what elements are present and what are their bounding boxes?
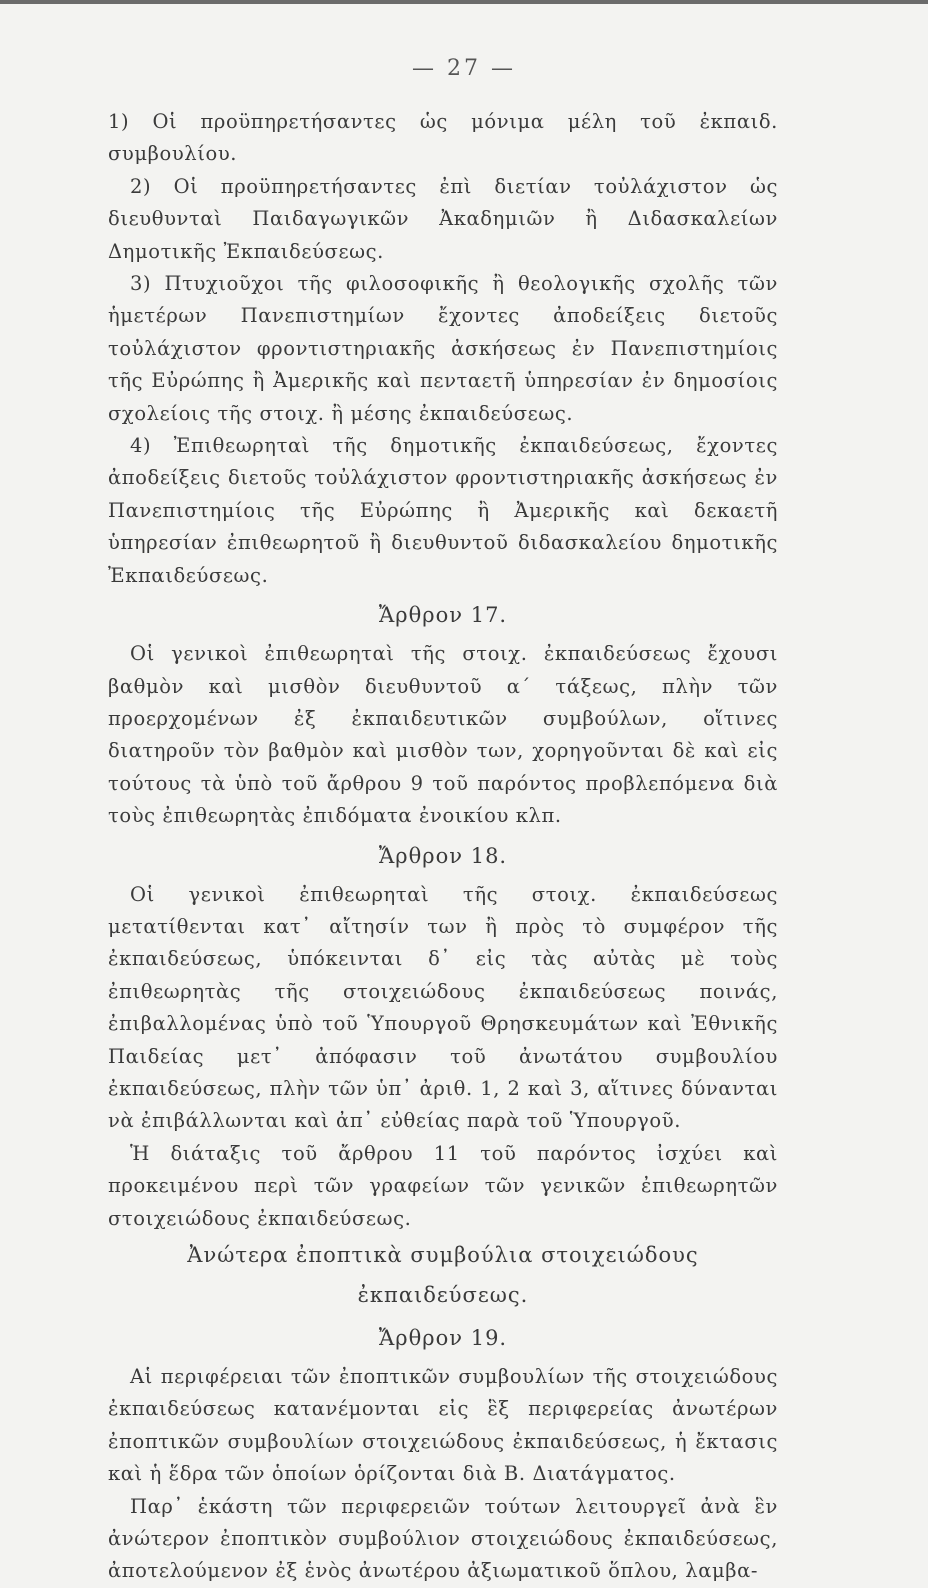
article-19-heading: Ἄρθρον 19. [378, 1326, 508, 1350]
article-19-paragraph-2: Παρ᾿ ἑκάστη τῶν περιφερειῶν τούτων λειτουργεῖ ἀνὰ ἓν ἀνώτερον ἐποπτικὸν συμβούλιον στοιχειώδους ἐκπαιδεύσεως, ἀποτελούμενον ἐξ ἑνὸς ἀνωτέρου ἀξιωματικοῦ ὅπλου, λαμβα- [108, 1494, 778, 1583]
paragraph-item-3: 3) Πτυχιοῦχοι τῆς φιλοσοφικῆς ἢ θεολογικῆς σχολῆς τῶν ἡμετέρων Πανεπιστημίων ἔχοντες ἀποδείξεις διετοῦς τοὐλάχιστον φροντιστηριακῆς ἀσκήσεως ἐν Πανεπιστημίοις τῆς Εὐρώπης ἢ Ἀμερικῆς καὶ πενταετῆ ὑπηρεσίαν ἐν δημοσίοις σχολείοις τῆς στοιχ. ἢ μέσης ἐκπαιδεύσεως. [108, 272, 778, 425]
section-heading: Ἀνώτερα ἐποπτικὰ συμβούλια στοιχειώδους ἐκπαιδεύσεως. [187, 1243, 699, 1307]
article-19-paragraph-1: Αἱ περιφέρειαι τῶν ἐποπτικῶν συμβουλίων τῆς στοιχειώδους ἐκπαιδεύσεως κατανέμονται εἰς ἓξ περιφερείας ἀνωτέρων ἐποπτικῶν συμβουλίων στοιχειώδους ἐκπαιδεύσεως, ἡ ἔκτασις καὶ ἡ ἕδρα τῶν ὁποίων ὁρίζονται διὰ Β. Διατάγματος. [108, 1365, 778, 1486]
article-18-paragraph-1: Οἱ γενικοὶ ἐπιθεωρηταὶ τῆς στοιχ. ἐκπαιδεύσεως μετατίθενται κατ᾿ αἴτησίν των ἢ πρὸς τὸ συμφέρον τῆς ἐκπαιδεύσεως, ὑπόκεινται δ᾿ εἰς τὰς αὐτὰς μὲ τοὺς ἐπιθεωρητὰς τῆς στοιχειώδους ἐκπαιδεύσεως ποινάς, ἐπιβαλλομένας ὑπὸ τοῦ Ὑπουργοῦ Θρησκευμάτων καὶ Ἐθνικῆς Παιδείας μετ᾿ ἀπόφασιν τοῦ ἀνωτάτου συμβουλίου ἐκπαιδεύσεως, πλὴν τῶν ὑπ᾿ ἀριθ. 1, 2 καὶ 3, αἵτινες δύνανται νὰ ἐπιβάλλωνται καὶ ἀπ᾿ εὐθείας παρὰ τοῦ Ὑπουργοῦ. [108, 882, 778, 1133]
paragraph-item-2: 2) Οἱ προϋπηρετήσαντες ἐπὶ διετίαν τοὐλάχιστον ὡς διευθυνταὶ Παιδαγωγικῶν Ἀκαδημιῶν ἢ Διδασκαλείων Δημοτικῆς Ἐκπαιδεύσεως. [108, 174, 778, 263]
article-18-heading: Ἄρθρον 18. [378, 843, 508, 868]
paragraph-item-4: 4) Ἐπιθεωρηταὶ τῆς δημοτικῆς ἐκπαιδεύσεως, ἔχοντες ἀποδείξεις διετοῦς τοὐλάχιστον φροντιστηριακῆς ἀσκήσεως ἐν Πανεπιστημίοις τῆς Εὐρώπης ἢ Ἀμερικῆς καὶ δεκαετῆ ὑπηρεσίαν ἐπιθεωρητοῦ ἢ διευθυντοῦ διδασκαλείου δημοτικῆς Ἐκπαιδεύσεως. [108, 434, 778, 587]
article-17-heading: Ἄρθρον 17. [378, 603, 508, 628]
page-body [108, 106, 778, 1588]
article-17-paragraph: Οἱ γενικοὶ ἐπιθεωρηταὶ τῆς στοιχ. ἐκπαιδεύσεως ἔχουσι βαθμὸν καὶ μισθὸν διευθυντοῦ α΄ τάξεως, πλὴν τῶν προερχομένων ἐξ ἐκπαιδευτικῶν συμβούλων, οἵτινες διατηροῦν τὸν βαθμὸν καὶ μισθὸν των, χορηγοῦνται δὲ καὶ εἰς τούτους τὰ ὑπὸ τοῦ ἄρθρου 9 τοῦ παρόντος προβλεπόμενα διὰ τοὺς ἐπιθεωρητὰς ἐπιδόματα ἐνοικίου κλπ. [108, 642, 778, 828]
article-18-paragraph-2: Ἡ διάταξις τοῦ ἄρθρου 11 τοῦ παρόντος ἰσχύει καὶ προκειμένου περὶ τῶν γραφείων τῶν γενικῶν ἐπιθεωρητῶν στοιχειώδους ἐκπαιδεύσεως. [108, 1141, 778, 1230]
paragraph-item-1: 1) Οἱ προϋπηρετήσαντες ὡς μόνιμα μέλη τοῦ ἐκπαιδ. συμβουλίου. [108, 110, 778, 166]
page-number: — 27 — [412, 56, 516, 81]
